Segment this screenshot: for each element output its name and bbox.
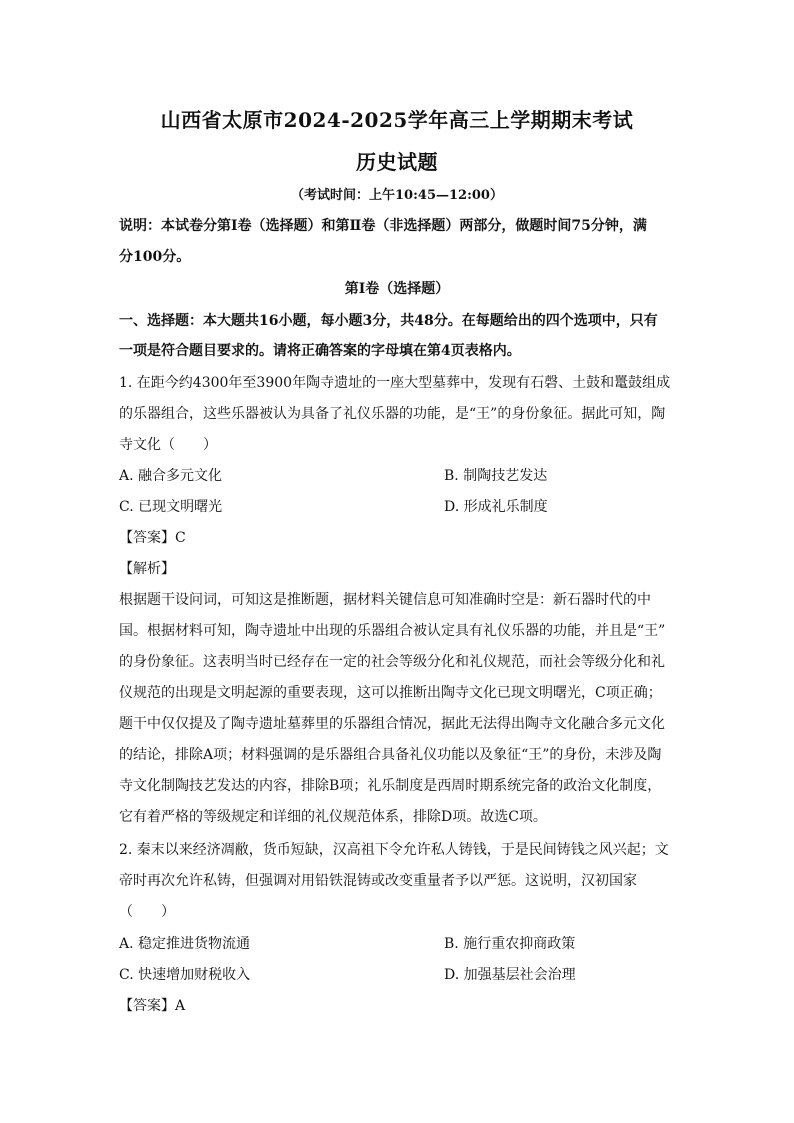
- exam-time: （考试时间：上午10:45—12:00）: [291, 188, 503, 203]
- question-1-answer: 【答案】C: [119, 530, 186, 546]
- question-2-stem-line-1: 2. 秦末以来经济凋敝，货币短缺，汉高祖下令允许私人铸钱，于是民间铸钱之风兴起；文: [119, 842, 669, 858]
- question-1-analysis-line-8: 它有着严格的等级规定和详细的礼仪规范体系，排除D项。故选C项。: [119, 809, 547, 825]
- question-1-analysis-line-1: 根据题干设问词，可知这是推断题，据材料关键信息可知准确时空是：新石器时代的中: [119, 592, 651, 608]
- question-1-analysis-line-5: 题干中仅仅提及了陶寺遗址墓葬里的乐器组合情况，据此无法得出陶寺文化融合多元文化: [119, 716, 665, 732]
- question-1-option-b: B. 制陶技艺发达: [444, 468, 548, 484]
- question-1-stem-line-3: 寺文化（ ）: [119, 437, 217, 453]
- question-2-option-b: B. 施行重农抑商政策: [444, 936, 576, 952]
- section-title: 第Ⅰ卷（选择题）: [344, 281, 450, 297]
- question-2-option-d: D. 加强基层社会治理: [444, 967, 576, 983]
- question-1-stem-line-2: 的乐器组合，这些乐器被认为具备了礼仪乐器的功能，是“王”的身份象征。据此可知，陶: [119, 406, 666, 422]
- question-1-analysis-line-7: 寺文化制陶技艺发达的内容，排除B项；礼乐制度是西周时期系统完备的政治文化制度，: [119, 778, 662, 794]
- question-2-answer: 【答案】A: [119, 998, 186, 1014]
- question-1-analysis-line-4: 仪规范的出现是文明起源的重要表现，这可以推断出陶寺文化已现文明曙光，C项正确；: [119, 685, 662, 701]
- question-1-analysis-line-6: 的结论，排除A项；材料强调的是乐器组合具备礼仪功能以及象征“王”的身份，未涉及陶: [119, 747, 662, 763]
- exam-title: 山西省太原市2024-2025学年高三上学期期末考试: [160, 108, 634, 132]
- question-1-option-c: C. 已现文明曙光: [119, 499, 223, 515]
- question-1-analysis-line-3: 的身份象征。这表明当时已经存在一定的社会等级分化和礼仪规范，而社会等级分化和礼: [119, 654, 665, 670]
- instructions-line-1: 说明：本试卷分第Ⅰ卷（选择题）和第Ⅱ卷（非选择题）两部分，做题时间75分钟，满: [119, 218, 647, 234]
- subject-title: 历史试题: [356, 150, 438, 174]
- question-2-stem-line-2: 帝时再次允许私铸，但强调对用铅铁混铸或改变重量者予以严惩。这说明，汉初国家: [119, 873, 637, 889]
- question-1-analysis-label: 【解析】: [119, 561, 175, 577]
- question-2-option-a: A. 稳定推进货物流通: [119, 936, 251, 952]
- question-1-option-a: A. 融合多元文化: [119, 468, 223, 484]
- question-1-option-d: D. 形成礼乐制度: [444, 499, 548, 515]
- question-1-analysis-line-2: 国。根据材料可知，陶寺遗址中出现的乐器组合被认定具有礼仪乐器的功能，并且是“王”: [119, 623, 666, 639]
- section-intro-line-2: 一项是符合题目要求的。请将正确答案的字母填在第4页表格内。: [119, 343, 521, 359]
- section-intro-line-1: 一、选择题：本大题共16小题，每小题3分，共48分。在每题给出的四个选项中，只有: [119, 313, 658, 329]
- question-2-stem-line-3: （ ）: [119, 904, 175, 920]
- question-1-stem-line-1: 1. 在距今约4300年至3900年陶寺遗址的一座大型墓葬中，发现有石磬、土鼓和鼍鼓组成: [119, 375, 671, 391]
- instructions-line-2: 分100分。: [119, 249, 191, 265]
- question-2-option-c: C. 快速增加财税收入: [119, 967, 251, 983]
